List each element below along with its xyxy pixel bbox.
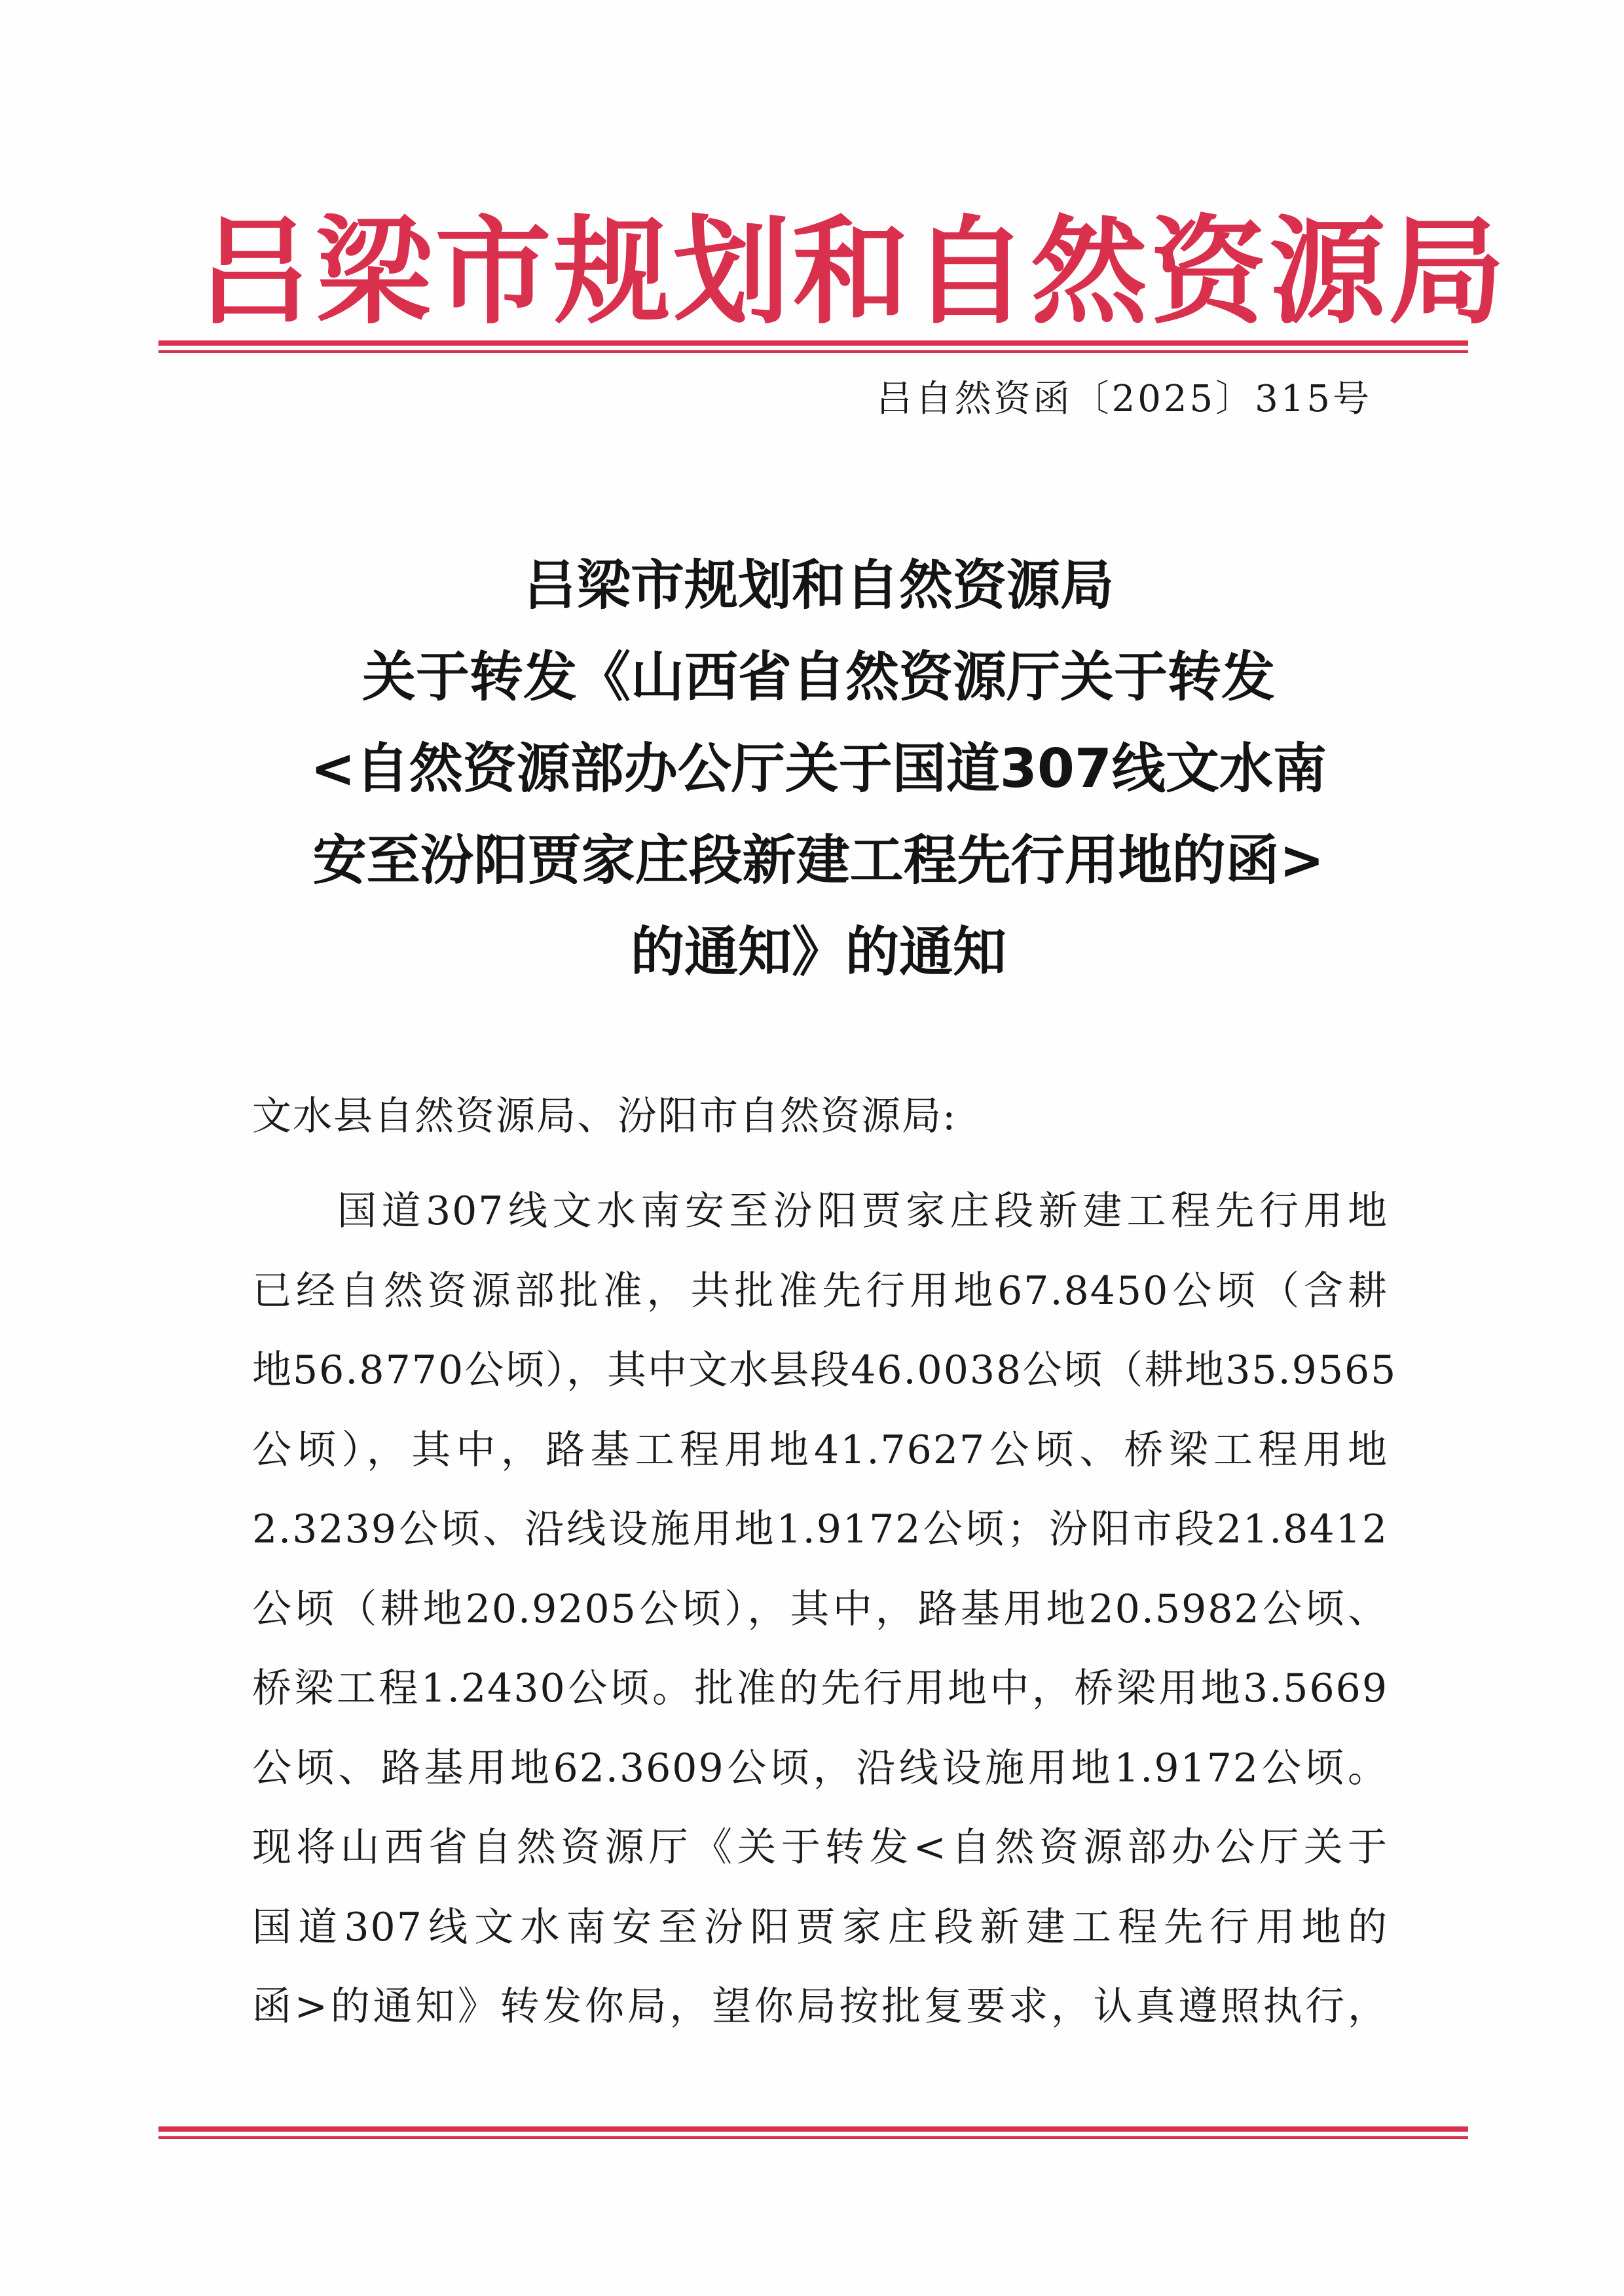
body-line: 现将山西省自然资源厅《关于转发<自然资源部办公厅关于 (252, 1825, 1388, 1870)
title-line: <自然资源部办公厅关于国道307线文水南 (310, 738, 1327, 800)
body-line: 公顷、路基用地62.3609公顷，沿线设施用地1.9172公顷。 (252, 1745, 1388, 1791)
letterhead-org-name: 吕梁市规划和自然资源局 (196, 203, 1507, 340)
letterhead-rule-thick (158, 340, 1468, 346)
body-line: 地56.8770公顷），其中文水县段46.0038公顷（耕地35.9565 (252, 1347, 1397, 1393)
title-line: 安至汾阳贾家庄段新建工程先行用地的函> (312, 829, 1325, 892)
letterhead-rule-thin (158, 350, 1468, 353)
body-line: 桥梁工程1.2430公顷。批准的先行用地中，桥梁用地3.5669 (252, 1666, 1388, 1711)
title-line: 吕梁市规划和自然资源局 (523, 555, 1114, 617)
footer-rule-thin (158, 2136, 1468, 2139)
document-number: 吕自然资函〔2025〕315号 (876, 378, 1372, 420)
body-line: 国道307线文水南安至汾阳贾家庄段新建工程先行用地 (337, 1188, 1388, 1234)
body-line: 2.3239公顷、沿线设施用地1.9172公顷；汾阳市段21.8412 (252, 1506, 1388, 1552)
body-line: 已经自然资源部批准，共批准先行用地67.8450公顷（含耕 (252, 1267, 1388, 1314)
body-paragraph (252, 1172, 1397, 2047)
body-line: 公顷（耕地20.9205公顷），其中，路基用地20.5982公顷、 (252, 1586, 1388, 1632)
body-line: 函>的通知》转发你局，望你局按批复要求，认真遵照执行， (252, 1984, 1388, 2030)
salutation: 文水县自然资源局、汾阳市自然资源局: (252, 1093, 957, 1139)
body-line: 国道307线文水南安至汾阳贾家庄段新建工程先行用地的 (252, 1904, 1388, 1950)
title-line: 关于转发《山西省自然资源厅关于转发 (361, 646, 1275, 708)
document-title (196, 540, 1441, 998)
body-line: 公顷），其中，路基工程用地41.7627公顷、桥梁工程用地 (252, 1427, 1388, 1473)
footer-rule-thick (158, 2126, 1468, 2132)
title-line: 的通知》的通知 (630, 921, 1006, 983)
